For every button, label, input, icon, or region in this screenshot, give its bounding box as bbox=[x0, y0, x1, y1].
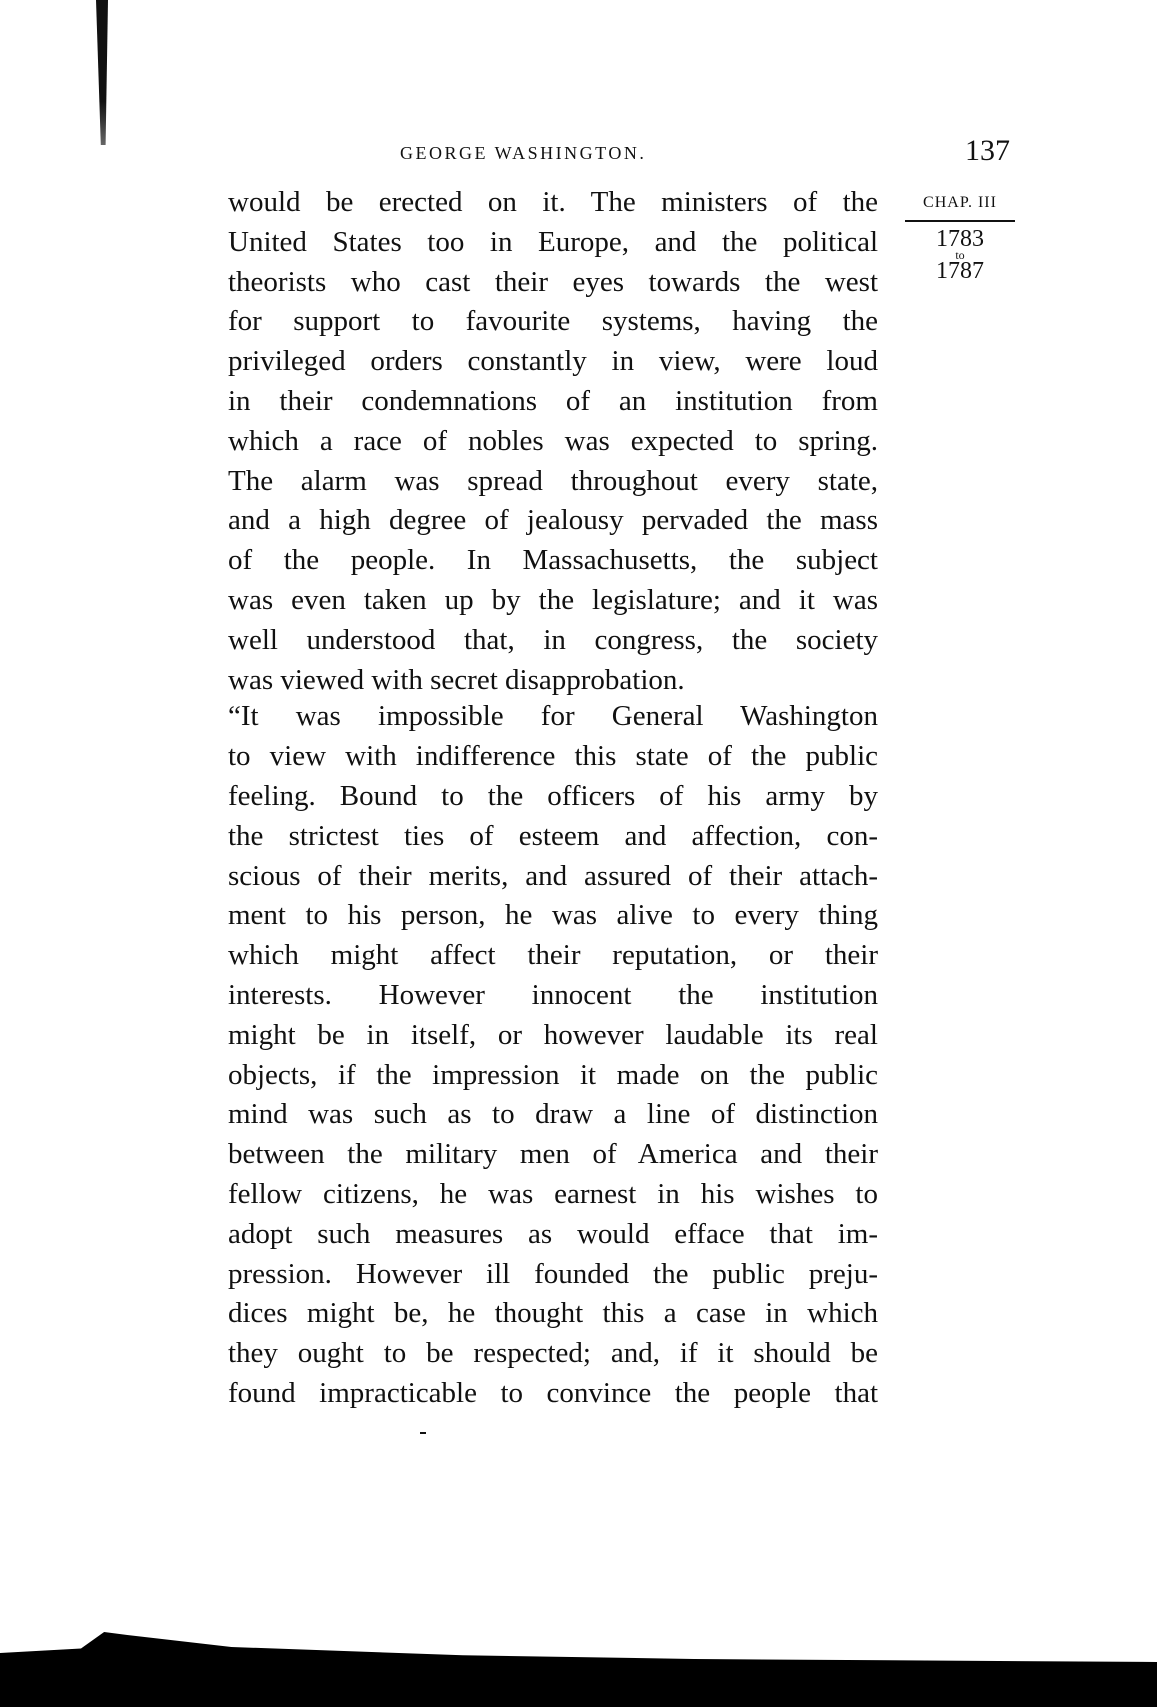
margin-note bbox=[905, 188, 1015, 282]
text-line: was viewed with secret disapprobation. bbox=[228, 663, 685, 696]
year-from: 1783 bbox=[936, 226, 984, 252]
text-line: which might affect their reputation, or their bbox=[228, 939, 878, 972]
year-to-label: to bbox=[955, 248, 965, 262]
text-line: to view with indifference this state of the public bbox=[228, 740, 878, 773]
text-line: The alarm was spread throughout every state, bbox=[228, 464, 878, 497]
text-line: adopt such measures as would efface that im- bbox=[228, 1217, 878, 1250]
text-line: “It was impossible for General Washington bbox=[228, 700, 878, 733]
text-line: found impracticable to convince the people that bbox=[228, 1376, 878, 1409]
text-line: in their condemnations of an institution from bbox=[228, 384, 878, 417]
text-line: pression. However ill founded the public preju- bbox=[228, 1257, 878, 1290]
text-line: which a race of nobles was expected to spring. bbox=[228, 424, 878, 457]
text-line: the strictest ties of esteem and affection, con- bbox=[228, 819, 878, 852]
body-text bbox=[228, 183, 878, 1414]
text-line: mind was such as to draw a line of distinction bbox=[228, 1098, 878, 1131]
text-line: dices might be, he thought this a case in which bbox=[228, 1297, 878, 1330]
text-line: theorists who cast their eyes towards the west bbox=[228, 265, 878, 298]
text-line: objects, if the impression it made on the public bbox=[228, 1058, 878, 1091]
text-line: ment to his person, he was alive to every thing bbox=[228, 899, 878, 932]
text-line: fellow citizens, he was earnest in his wishes to bbox=[228, 1177, 878, 1210]
text-line: interests. However innocent the institution bbox=[228, 978, 878, 1011]
paragraph-2 bbox=[228, 697, 878, 1413]
paragraph-1 bbox=[228, 183, 878, 700]
page-number: 137 bbox=[965, 134, 1010, 167]
text-line: United States too in Europe, and the political bbox=[228, 225, 878, 258]
text-line: between the military men of America and their bbox=[228, 1138, 878, 1171]
text-line: they ought to be respected; and, if it should be bbox=[228, 1337, 878, 1370]
year-to: 1787 bbox=[936, 258, 984, 284]
text-line: might be in itself, or however laudable its real bbox=[228, 1018, 878, 1051]
margin-rule bbox=[905, 220, 1015, 222]
text-line: privileged orders constantly in view, were loud bbox=[228, 345, 878, 378]
text-line: would be erected on it. The ministers of the bbox=[228, 186, 878, 218]
text-line: of the people. In Massachusetts, the subject bbox=[228, 544, 878, 577]
text-line: for support to favourite systems, having the bbox=[228, 305, 878, 338]
text-line: scious of their merits, and assured of their attach- bbox=[228, 859, 878, 892]
text-line: and a high degree of jealousy pervaded the mass bbox=[228, 504, 878, 537]
text-line: was even taken up by the legislature; and it was bbox=[228, 583, 878, 616]
text-line: feeling. Bound to the officers of his army by bbox=[228, 779, 878, 812]
stray-mark bbox=[420, 1432, 426, 1434]
scan-edge-mark bbox=[96, 0, 108, 145]
running-head: GEORGE WASHINGTON. bbox=[400, 143, 647, 163]
text-line: well understood that, in congress, the society bbox=[228, 623, 878, 656]
scan-bottom-shadow bbox=[0, 1632, 1157, 1707]
chapter-label: CHAP. III bbox=[923, 194, 997, 211]
